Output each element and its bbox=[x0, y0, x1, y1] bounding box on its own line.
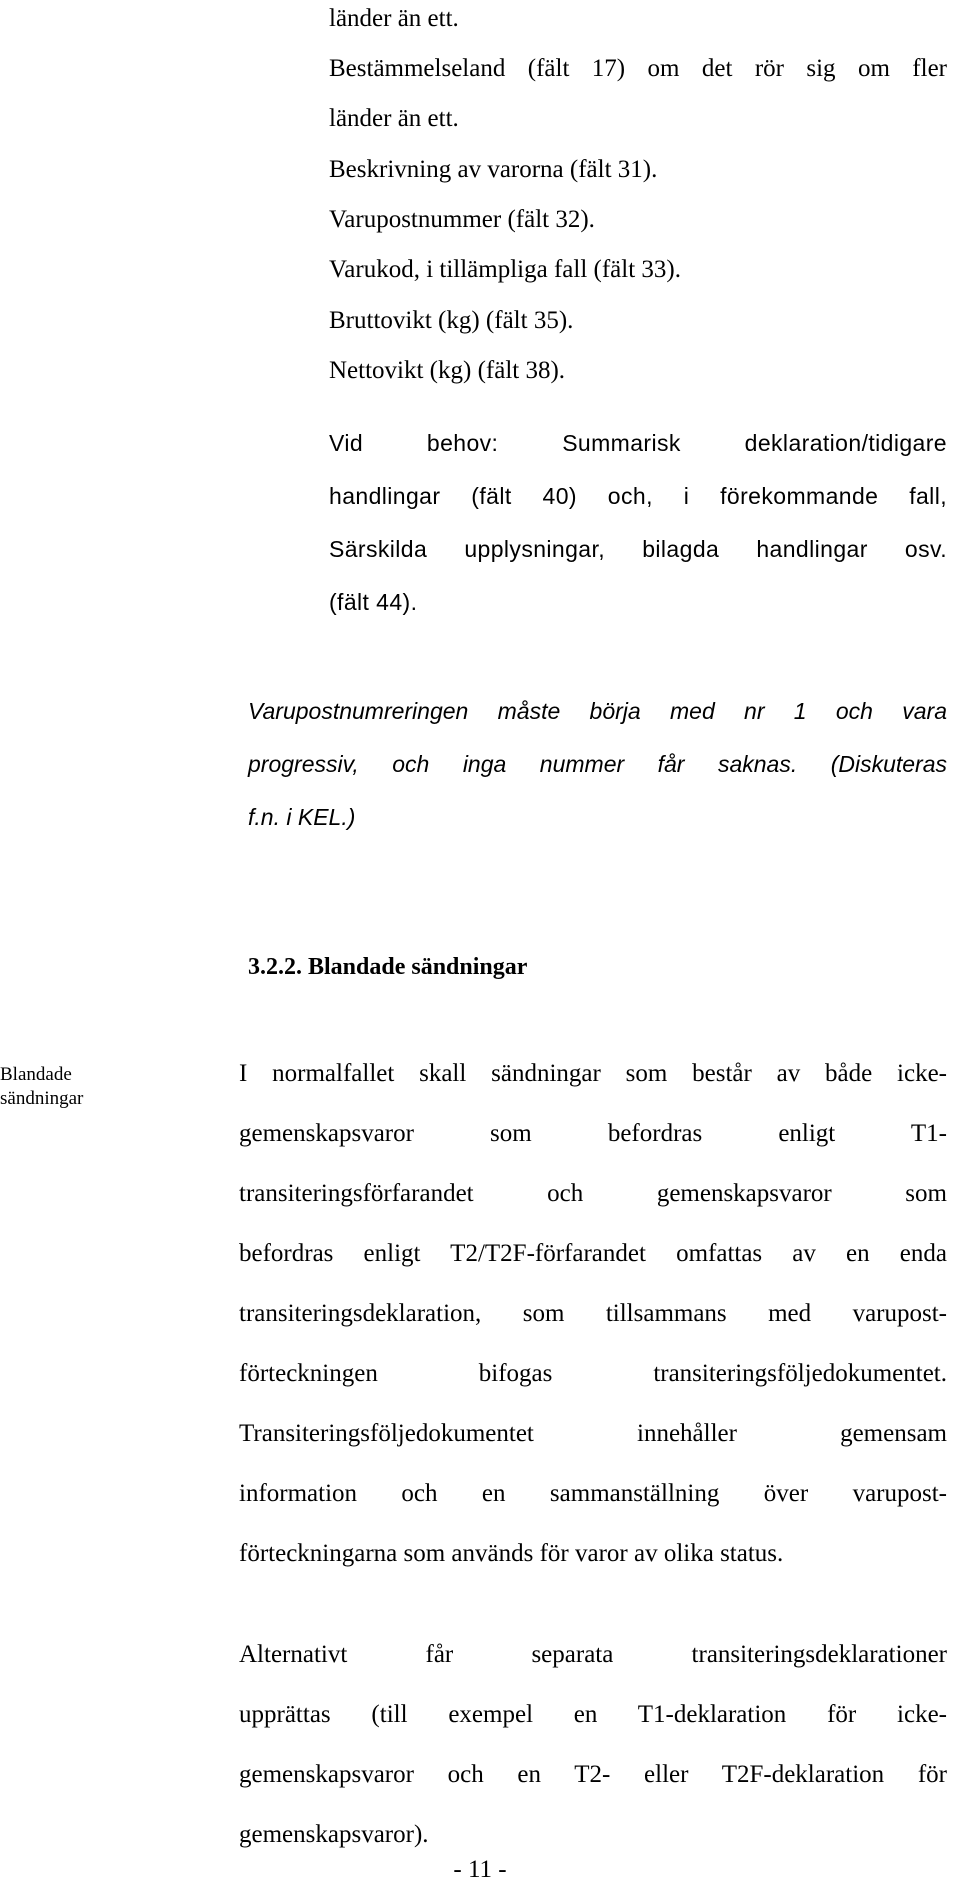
list-line: Varupostnummer (fält 32). bbox=[329, 206, 595, 233]
list-line: Särskilda upplysningar, bilagda handlingar osv. bbox=[329, 536, 947, 562]
note-line: f.n. i KEL.) bbox=[248, 804, 356, 830]
note-line: progressiv, och inga nummer får saknas. (Diskuteras bbox=[248, 751, 947, 777]
paragraph-line: gemenskapsvaror och en T2- eller T2F-deklaration för bbox=[239, 1761, 947, 1788]
page-number: - 11 - bbox=[453, 1856, 507, 1883]
paragraph-line: information och en sammanställning över varupost- bbox=[239, 1480, 947, 1507]
paragraph-line: transiteringsförfarandet och gemenskapsvaror som bbox=[239, 1180, 947, 1207]
margin-label-line: sändningar bbox=[0, 1088, 84, 1109]
paragraph-line: upprättas (till exempel en T1-deklaration för icke- bbox=[239, 1701, 947, 1728]
list-line: Vid behov: Summarisk deklaration/tidigare bbox=[329, 430, 947, 456]
margin-label-line: Blandade bbox=[0, 1064, 72, 1085]
list-line: Bruttovikt (kg) (fält 35). bbox=[329, 307, 574, 334]
list-line: (fält 44). bbox=[329, 589, 418, 615]
list-line: Nettovikt (kg) (fält 38). bbox=[329, 357, 566, 384]
list-line: handlingar (fält 40) och, i förekommande fall, bbox=[329, 483, 947, 509]
paragraph-line: befordras enligt T2/T2F-förfarandet omfattas av en enda bbox=[239, 1240, 947, 1267]
paragraph-line: Transiteringsföljedokumentet innehåller gemensam bbox=[239, 1420, 947, 1447]
list-line: länder än ett. bbox=[329, 105, 459, 132]
paragraph-line: förteckningen bifogas transiteringsföljedokumentet. bbox=[239, 1360, 947, 1387]
list-line: Beskrivning av varorna (fält 31). bbox=[329, 156, 658, 183]
section-heading: 3.2.2. Blandade sändningar bbox=[248, 954, 528, 980]
note-line: Varupostnumreringen måste börja med nr 1 och vara bbox=[248, 698, 947, 724]
list-line: Bestämmelseland (fält 17) om det rör sig om fler bbox=[329, 55, 947, 82]
paragraph-line: transiteringsdeklaration, som tillsammans med varupost- bbox=[239, 1300, 947, 1327]
paragraph-line: gemenskapsvaror). bbox=[239, 1821, 429, 1848]
paragraph-line: I normalfallet skall sändningar som består av både icke- bbox=[239, 1060, 947, 1087]
paragraph-line: förteckningarna som används för varor av olika status. bbox=[239, 1540, 784, 1567]
paragraph-line: Alternativt får separata transiteringsdeklarationer bbox=[239, 1641, 947, 1668]
paragraph-line: gemenskapsvaror som befordras enligt T1- bbox=[239, 1120, 947, 1147]
list-line: länder än ett. bbox=[329, 5, 459, 32]
margin-label bbox=[0, 1063, 83, 1111]
list-line: Varukod, i tillämpliga fall (fält 33). bbox=[329, 256, 681, 283]
